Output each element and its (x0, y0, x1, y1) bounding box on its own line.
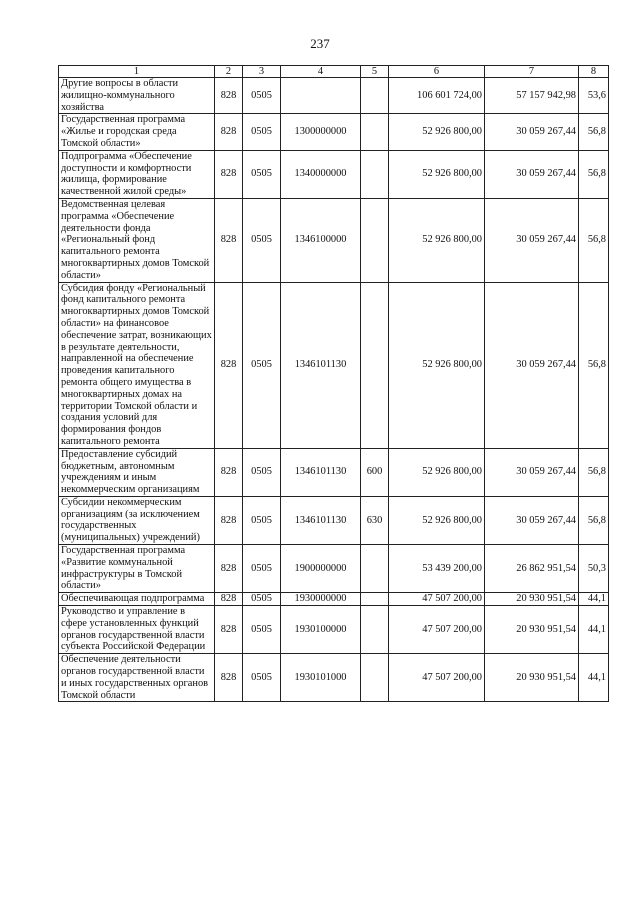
column-header: 5 (361, 66, 389, 78)
column-header: 7 (485, 66, 579, 78)
row-target-code: 1930101000 (281, 654, 361, 702)
header-row (59, 66, 609, 78)
row-section-code: 0505 (243, 198, 281, 282)
row-expense-type: 600 (361, 448, 389, 496)
row-planned-amount: 47 507 200,00 (389, 606, 485, 654)
row-planned-amount: 47 507 200,00 (389, 654, 485, 702)
column-header: 6 (389, 66, 485, 78)
row-expense-type (361, 198, 389, 282)
row-ministry-code: 828 (215, 150, 243, 198)
row-target-code: 1346101130 (281, 448, 361, 496)
row-percent: 56,8 (579, 198, 609, 282)
row-name: Субсидии некоммерческим организациям (за исключением государственных (муниципальных) учреждений) (59, 496, 215, 544)
row-name: Предоставление субсидий бюджетным, автономным учреждениям и иным некоммерческим организациям (59, 448, 215, 496)
row-ministry-code: 828 (215, 654, 243, 702)
row-target-code: 1346100000 (281, 198, 361, 282)
row-name: Ведомственная целевая программа «Обеспечение деятельности фонда «Региональный фонд капитального ремонта многоквартирных домов Томской области» (59, 198, 215, 282)
row-section-code: 0505 (243, 496, 281, 544)
table-row (59, 150, 609, 198)
row-executed-amount: 30 059 267,44 (485, 198, 579, 282)
table-row (59, 282, 609, 448)
column-header: 8 (579, 66, 609, 78)
row-planned-amount: 53 439 200,00 (389, 545, 485, 593)
row-name: Государственная программа «Жилье и городская среда Томской области» (59, 114, 215, 150)
row-section-code: 0505 (243, 606, 281, 654)
column-header: 3 (243, 66, 281, 78)
page-number: 237 (310, 36, 330, 51)
row-executed-amount: 30 059 267,44 (485, 448, 579, 496)
row-planned-amount: 52 926 800,00 (389, 114, 485, 150)
table-row (59, 496, 609, 544)
row-expense-type (361, 282, 389, 448)
row-name: Государственная программа «Развитие коммунальной инфраструктуры в Томской области» (59, 545, 215, 593)
row-percent: 50,3 (579, 545, 609, 593)
table-row (59, 448, 609, 496)
table-row (59, 114, 609, 150)
column-header: 1 (59, 66, 215, 78)
row-ministry-code: 828 (215, 282, 243, 448)
table-row (59, 198, 609, 282)
row-section-code: 0505 (243, 545, 281, 593)
row-name: Субсидия фонду «Региональный фонд капитального ремонта многоквартирных домов Томской области» на финансовое обеспечение затрат, возникающих в результате деятельности, направленной на обеспечение проведения капитального ремонта общего имущества в многоквартирных домах на территории Томской области и создания условий для формирования фондов капитального ремонта (59, 282, 215, 448)
row-planned-amount: 52 926 800,00 (389, 198, 485, 282)
row-percent: 56,8 (579, 282, 609, 448)
row-planned-amount: 106 601 724,00 (389, 78, 485, 114)
row-name: Обеспечение деятельности органов государственной власти и иных государственных органов Томской области (59, 654, 215, 702)
row-section-code: 0505 (243, 114, 281, 150)
row-expense-type (361, 606, 389, 654)
row-percent: 56,8 (579, 496, 609, 544)
column-header: 4 (281, 66, 361, 78)
row-ministry-code: 828 (215, 78, 243, 114)
row-expense-type (361, 593, 389, 606)
row-planned-amount: 52 926 800,00 (389, 448, 485, 496)
row-name: Обеспечивающая подпрограмма (59, 593, 215, 606)
row-name: Подпрограмма «Обеспечение доступности и комфортности жилища, формирование качественной жилой среды» (59, 150, 215, 198)
row-expense-type: 630 (361, 496, 389, 544)
row-ministry-code: 828 (215, 114, 243, 150)
row-target-code: 1340000000 (281, 150, 361, 198)
row-planned-amount: 47 507 200,00 (389, 593, 485, 606)
row-name: Другие вопросы в области жилищно-коммунального хозяйства (59, 78, 215, 114)
row-section-code: 0505 (243, 654, 281, 702)
row-executed-amount: 20 930 951,54 (485, 654, 579, 702)
row-expense-type (361, 78, 389, 114)
row-expense-type (361, 150, 389, 198)
table-row (59, 606, 609, 654)
table-row (59, 593, 609, 606)
row-executed-amount: 30 059 267,44 (485, 150, 579, 198)
row-percent: 44,1 (579, 654, 609, 702)
row-target-code: 1930000000 (281, 593, 361, 606)
row-executed-amount: 26 862 951,54 (485, 545, 579, 593)
row-target-code: 1930100000 (281, 606, 361, 654)
row-section-code: 0505 (243, 593, 281, 606)
row-executed-amount: 20 930 951,54 (485, 593, 579, 606)
row-ministry-code: 828 (215, 593, 243, 606)
row-ministry-code: 828 (215, 606, 243, 654)
row-executed-amount: 30 059 267,44 (485, 114, 579, 150)
row-target-code (281, 78, 361, 114)
row-executed-amount: 57 157 942,98 (485, 78, 579, 114)
row-planned-amount: 52 926 800,00 (389, 150, 485, 198)
row-section-code: 0505 (243, 150, 281, 198)
row-ministry-code: 828 (215, 448, 243, 496)
row-percent: 44,1 (579, 606, 609, 654)
row-executed-amount: 20 930 951,54 (485, 606, 579, 654)
row-percent: 53,6 (579, 78, 609, 114)
row-target-code: 1346101130 (281, 282, 361, 448)
row-target-code: 1300000000 (281, 114, 361, 150)
row-percent: 56,8 (579, 114, 609, 150)
row-ministry-code: 828 (215, 545, 243, 593)
row-percent: 44,1 (579, 593, 609, 606)
table-row (59, 654, 609, 702)
row-section-code: 0505 (243, 282, 281, 448)
row-expense-type (361, 114, 389, 150)
row-percent: 56,8 (579, 150, 609, 198)
row-expense-type (361, 545, 389, 593)
row-ministry-code: 828 (215, 496, 243, 544)
row-target-code: 1900000000 (281, 545, 361, 593)
table-row (59, 545, 609, 593)
row-planned-amount: 52 926 800,00 (389, 282, 485, 448)
row-name: Руководство и управление в сфере установленных функций органов государственной власти субъекта Российской Федерации (59, 606, 215, 654)
row-executed-amount: 30 059 267,44 (485, 496, 579, 544)
row-section-code: 0505 (243, 448, 281, 496)
row-target-code: 1346101130 (281, 496, 361, 544)
row-section-code: 0505 (243, 78, 281, 114)
budget-table (58, 65, 609, 702)
row-planned-amount: 52 926 800,00 (389, 496, 485, 544)
row-expense-type (361, 654, 389, 702)
column-header: 2 (215, 66, 243, 78)
row-executed-amount: 30 059 267,44 (485, 282, 579, 448)
row-ministry-code: 828 (215, 198, 243, 282)
row-percent: 56,8 (579, 448, 609, 496)
table-row (59, 78, 609, 114)
